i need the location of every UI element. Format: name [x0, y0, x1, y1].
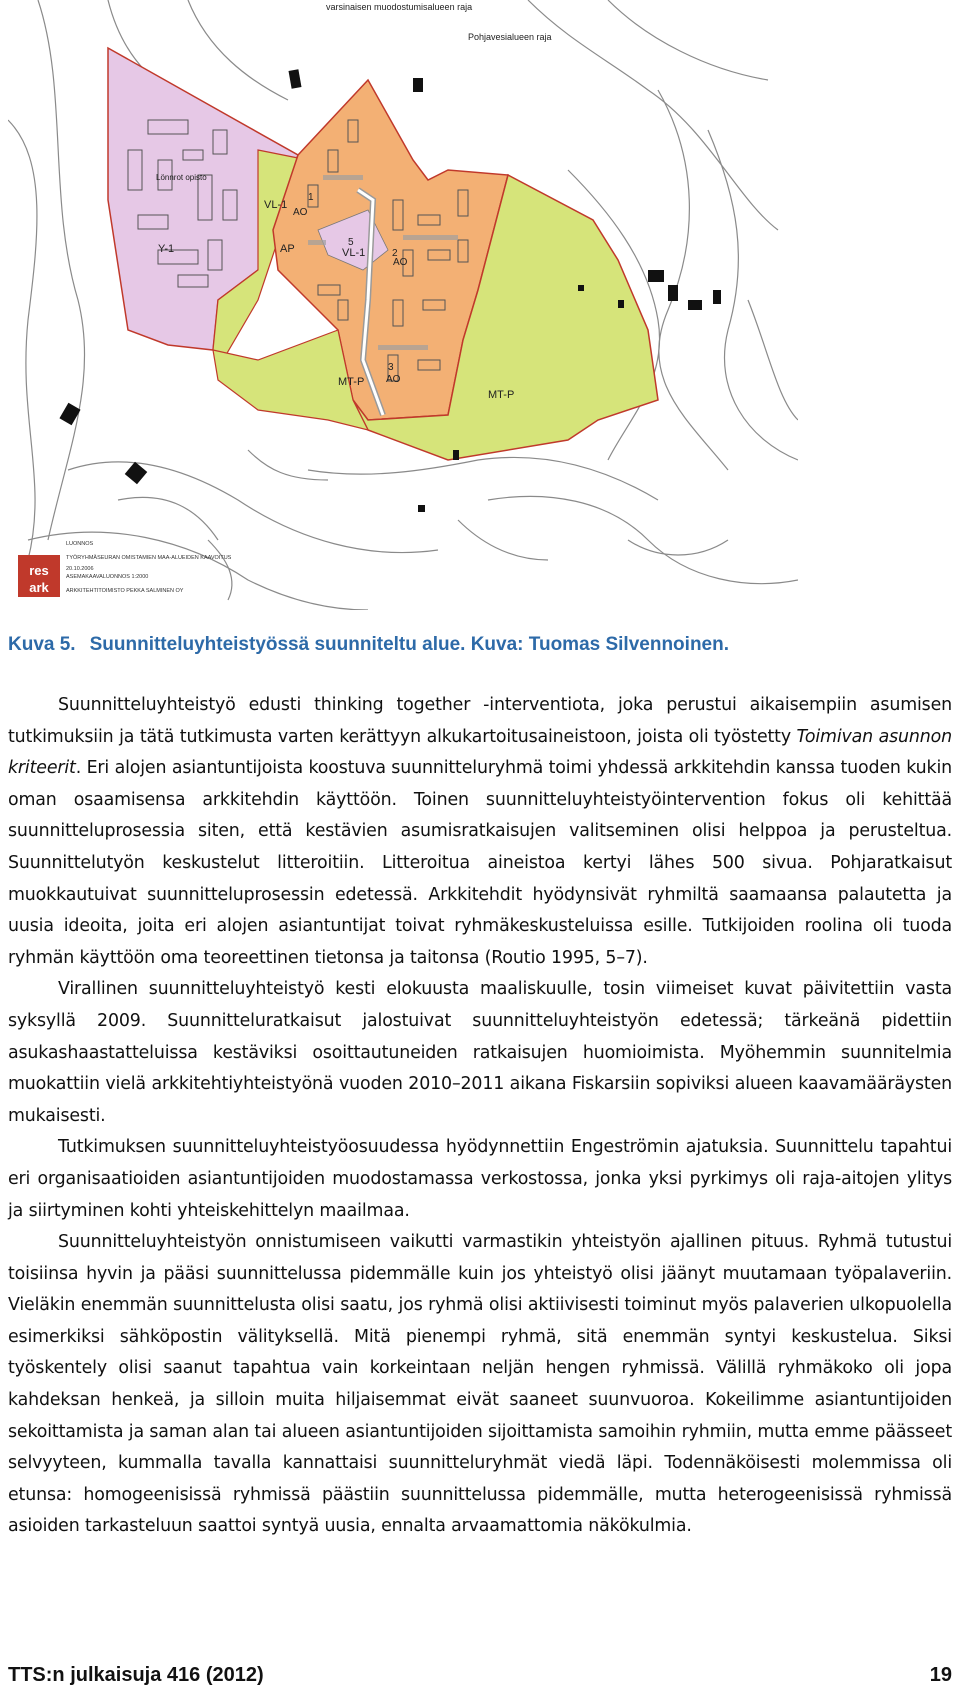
article-body — [8, 690, 952, 1543]
paragraph-1-italic: Toimivan asunnon kriteerit — [8, 726, 952, 779]
series-title: TTS:n julkaisuja 416 (2012) — [8, 1664, 264, 1686]
title-block-line5: ARKKITEHTITOIMISTO PEKKA SALMINEN OY — [66, 588, 184, 594]
label-school: Lönnrot opisto — [156, 173, 207, 182]
label-top-boundary: varsinaisen muodostumisalueen raja — [326, 2, 473, 12]
paragraph-3: Tutkimuksen suunnitteluyhteistyöosuudessa hyödynnettiin Engeströmin ajatuksia. Suunnittelu tapahtui eri organisaatioiden asiantuntijoiden muodostamassa verkostossa, jonka yksi pyrkimys oli raja-aitojen ylitys ja siirtyminen kohti yhteiskehittelyn maailmaa. — [8, 1137, 952, 1221]
title-block-line1: LUONNOS — [66, 541, 94, 547]
label-num-3: 3 — [388, 362, 394, 373]
site-plan-map — [8, 0, 798, 610]
paragraph-1-after: . Eri alojen asiantuntijoista koostuva suunnitteluryhmä toimi yhdessä arkkitehdin kanssa tuoden kukin oman osaamisensa arkkitehdin käyttöön. Toinen suunnitteluyhteistyöintervention fokus oli kehittää suunnitteluprosessia siten, että kestävien asumisratkaisujen valitseminen olisi helppoa ja perusteltua. Suunnittelutyön keskustelut litteroitiin. Litteroitua aineistoa kertyi lähes 500 sivua. Pohjaratkaisut muokkautuivat suunnitteluprosessin edetessä. Arkkitehdit hyödynsivät ryhmiltä saamaansa palautetta ja uusia ideoita, joita eri alojen asiantuntijat toivat ryhmäkeskusteluissa esille. Tutkijoiden roolina oli tuoda ryhmän käyttöön oma teoreettinen tietonsa ja taitonsa (Routio 1995, 5–7). — [8, 758, 952, 968]
figure-caption-text: Suunnitteluyhteistyössä suunniteltu alue. Kuva: Tuomas Silvennoinen. — [89, 634, 729, 655]
res-ark-logo — [18, 555, 60, 597]
label-ao-bottom: AO — [386, 374, 401, 385]
label-ap: AP — [280, 243, 295, 255]
label-num-1: 1 — [308, 192, 314, 203]
label-y1: Y-1 — [158, 243, 175, 255]
figure-number: Kuva 5. — [8, 634, 76, 655]
label-ao-mid: AO — [393, 257, 408, 268]
paragraph-1 — [8, 690, 952, 974]
paragraph-4: Suunnitteluyhteistyön onnistumiseen vaikutti varmastikin yhteistyön ajallinen pituus. Ryhmä tutustui toisiinsa hyvin ja pääsi suunnittelussa pidemmälle kuin jos yhteistyö olisi jäänyt muutamaan työpalaveriin. Vieläkin enemmän suunnittelusta olisi saatu, jos ryhmä olisi aktiivisesti toiminut myös palaverien ulkopuolella esimerkiksi sähköpostin välityksellä. Mitä pienempi ryhmä, sitä enemmän syntyi keskustelua. Siksi työskentely olisi saanut tapahtua vain korkeintaan neljän hengen ryhmissä. Välillä ryhmäkoko oli jopa kahdeksan henkeä, ja silloin muita hiljaisemmat eivät saaneet suunvuoroa. Kokeilimme asiantuntijoiden sekoittamista ja saman alan tai alueen asiantuntijoiden sijoittamista samoihin ryhmiin, mutta emme päässeet selvyyteen, kummalla tavalla kannattaisi suunnitteluryhmät viedä läpi. Todennäköisesti molemmissa oli etunsa: homogeenisissä ryhmissä päästiin suunnittelussa pidemmälle, mutta heterogeenisissä ryhmissä asioiden tarkasteluun saattoi syntyä uusia, ennalta arvaamattomia näkökulmia. — [8, 1232, 952, 1537]
title-block-line3: 20.10.2006 — [66, 566, 94, 572]
label-num-2: 2 — [392, 248, 398, 259]
paragraph-1-before: Suunnitteluyhteistyö edusti thinking together -interventiota, joka perustui aikaisempiin asumisen tutkimuksiin ja tätä tutkimusta varten kerättyyn alkukartoitusaineistoon, joista oli työstetty — [8, 695, 952, 747]
label-ao-top: AO — [293, 207, 308, 218]
label-num-5: 5 — [348, 237, 354, 248]
label-vl1-mid: VL-1 — [342, 247, 366, 259]
label-groundwater-boundary: Pohjavesialueen raja — [468, 32, 552, 42]
title-block-line2: TYÖRYHMÄSEURAN OMISTAMIEN MAA-ALUEIDEN KAAVOITUS — [66, 555, 232, 561]
svg-text:res: res — [29, 563, 49, 578]
svg-text:ark: ark — [29, 580, 49, 595]
label-mtp-right: MT-P — [488, 389, 515, 401]
site-plan-figure — [8, 0, 798, 610]
label-mtp-left: MT-P — [338, 376, 365, 388]
figure-caption — [8, 634, 729, 656]
page-number: 19 — [929, 1664, 952, 1686]
paragraph-2: Virallinen suunnitteluyhteistyö kesti elokuusta maaliskuulle, tosin viimeiset kuvat päivitettiin vasta syksyllä 2009. Suunnitteluratkaisut jalostuivat suunnitteluyhteistyön edetessä; tärkeänä pidettiin asukashaastatteluissa kestäviksi osoittautuneiden ratkaisujen huomioimista. Myöhemmin suunnitelmia muokattiin vielä arkkitehtiyhteistyönä vuoden 2010–2011 aikana Fiskarsiin sopiviksi alueen kaavamääräysten mukaisesti. — [8, 979, 952, 1126]
title-block-line4: ASEMAKAAVALUONNOS 1:2000 — [66, 574, 149, 580]
label-vl1-left: VL-1 — [264, 199, 288, 211]
